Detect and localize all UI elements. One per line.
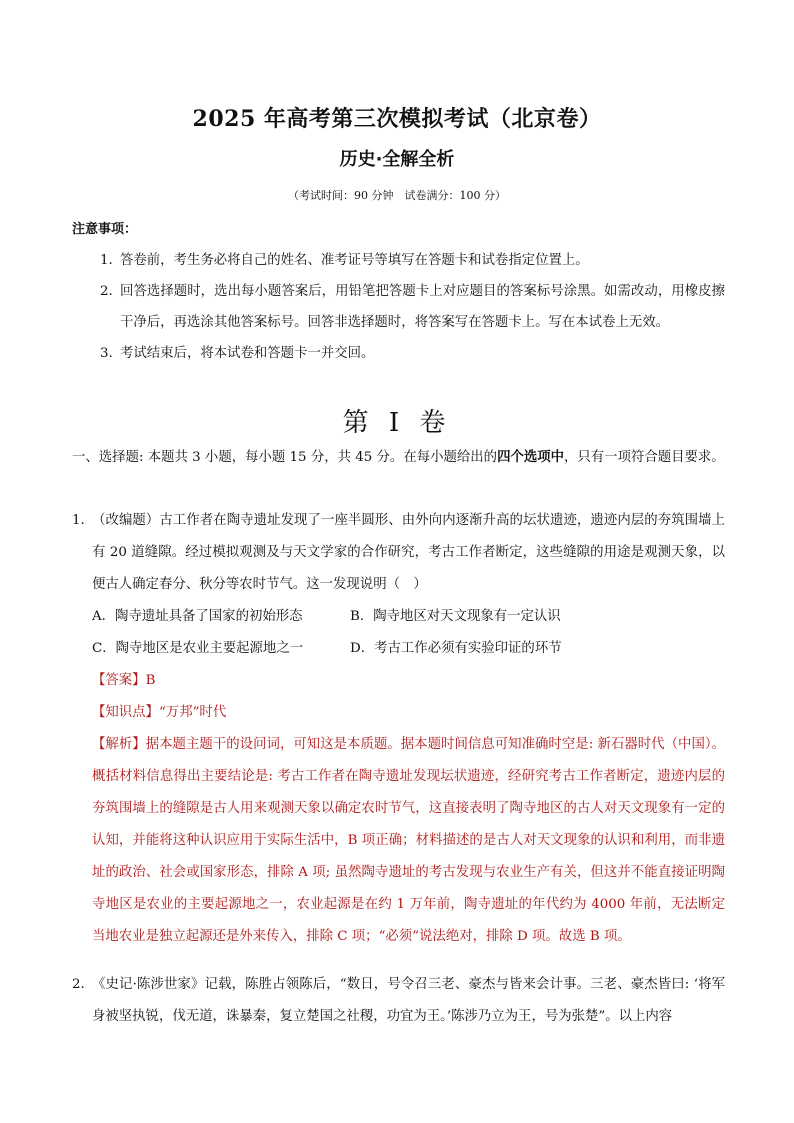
subject-title: 历史·全解全析 [339, 149, 455, 170]
option-row [92, 601, 725, 633]
option-a: A．陶寺遗址具备了国家的初始形态 [92, 609, 303, 624]
section-intro-text: ，只有一项符合题目要求。 [564, 450, 725, 465]
answer-options [72, 601, 725, 665]
notice-item-number: 2. [100, 284, 113, 299]
analysis-text: 据本题主题干的设问词，可知这是本质题。据本题时间信息可知准确时空是: 新石器时代（中国）。概括材料信息得出主要结论是: 考古工作者在陶寺遗址发现坛状遗迹，经研究考古工作者断定，遗迹内层的夯筑围墙上的缝隙是古人用来观测天象以确定农时节气，这直接表明了陶寺地区的古人对天文现象有一定的认知，并能将这种认识应用于实际生活中，B 项正确；材料描述的是古人对天文现象的认识和利用，而非遗址的政治、社会或国家形态，排除 A 项; 虽然陶寺遗址的考古发现与农业生产有关，但这并不能直接证明陶寺地区是农业的主要起源地之一，农业起源是在约 1 万年前，陶寺遗址的年代约为 4000 年前，无法断定当地农业是独立起源还是外来传入，排除 C 项；“必须”说法绝对，排除 D 项。故选 B 项。 [92, 737, 725, 944]
knowledge-value: “万邦”时代 [158, 705, 227, 720]
question-1 [72, 505, 725, 953]
question-number: 1. [72, 513, 85, 528]
question-stem [72, 969, 725, 1033]
exam-title: 2025 年高考第三次模拟考试（北京卷） [192, 106, 602, 132]
notice-heading: 注意事项： [72, 222, 138, 237]
question-stem-text: 《史记·陈涉世家》记载，陈胜占领陈后，“数日，号令召三老、豪杰与皆来会计事。三老、豪杰皆曰: ‘将军身被坚执锐，伐无道，诛暴秦，复立楚国之社稷，功宜为王。’陈涉乃立为王，号为张楚”。以上内容 [92, 977, 725, 1024]
question-number: 2. [72, 977, 85, 992]
notice-item [100, 245, 725, 276]
section-title: 第 I 卷 [342, 408, 452, 438]
notice-item-text: 考试结束后，将本试卷和答题卡一并交回。 [120, 346, 375, 361]
option-b: B．陶寺地区对天文现象有一定认识 [350, 609, 561, 624]
section-intro-emphasis: 四个选项中 [497, 449, 565, 465]
option-c: C．陶寺地区是农业主要起源地之一 [92, 641, 304, 656]
section-intro-text: 一、选择题: 本题共 3 小题，每小题 15 分，共 45 分。在每小题给出的 [72, 450, 498, 465]
notice-item-text: 答卷前，考生务必将自己的姓名、准考证号等填写在答题卡和试卷指定位置上。 [120, 253, 589, 268]
notice-item-number: 1. [100, 253, 113, 268]
analysis-line [92, 729, 725, 953]
option-d: D．考古工作必须有实验印证的环节 [350, 641, 562, 656]
knowledge-line [92, 697, 725, 729]
answer-value: B [145, 673, 156, 688]
section-intro [72, 441, 725, 474]
answer-tag: 【答案】 [92, 673, 146, 688]
notice-list [100, 245, 725, 369]
knowledge-tag: 【知识点】 [92, 705, 159, 720]
notice-item [100, 276, 725, 338]
notice-item-number: 3. [100, 346, 113, 361]
exam-meta: （考试时间：90 分钟 试卷满分：100 分） [288, 189, 506, 202]
question-2 [72, 969, 725, 1033]
notice-item [100, 338, 725, 369]
answer-block [72, 665, 725, 953]
notice-item-text: 回答选择题时，选出每小题答案后，用铅笔把答题卡上对应题目的答案标号涂黑。如需改动，用橡皮擦干净后，再选涂其他答案标号。回答非选择题时，将答案写在答题卡上。写在本试卷上无效。 [120, 284, 725, 330]
option-row [92, 633, 725, 665]
question-stem-text: （改编题）古工作者在陶寺遗址发现了一座半圆形、由外向内逐渐升高的坛状遗迹，遗迹内层的夯筑围墙上有 20 道缝隙。经过模拟观测及与天文学家的合作研究，考古工作者断定，这些缝隙的用途是观测天象，以便古人确定春分、秋分等农时节气。这一发现说明（ ） [92, 513, 725, 592]
analysis-tag: 【解析】 [92, 737, 146, 752]
question-stem [72, 505, 725, 601]
answer-line [92, 665, 725, 697]
